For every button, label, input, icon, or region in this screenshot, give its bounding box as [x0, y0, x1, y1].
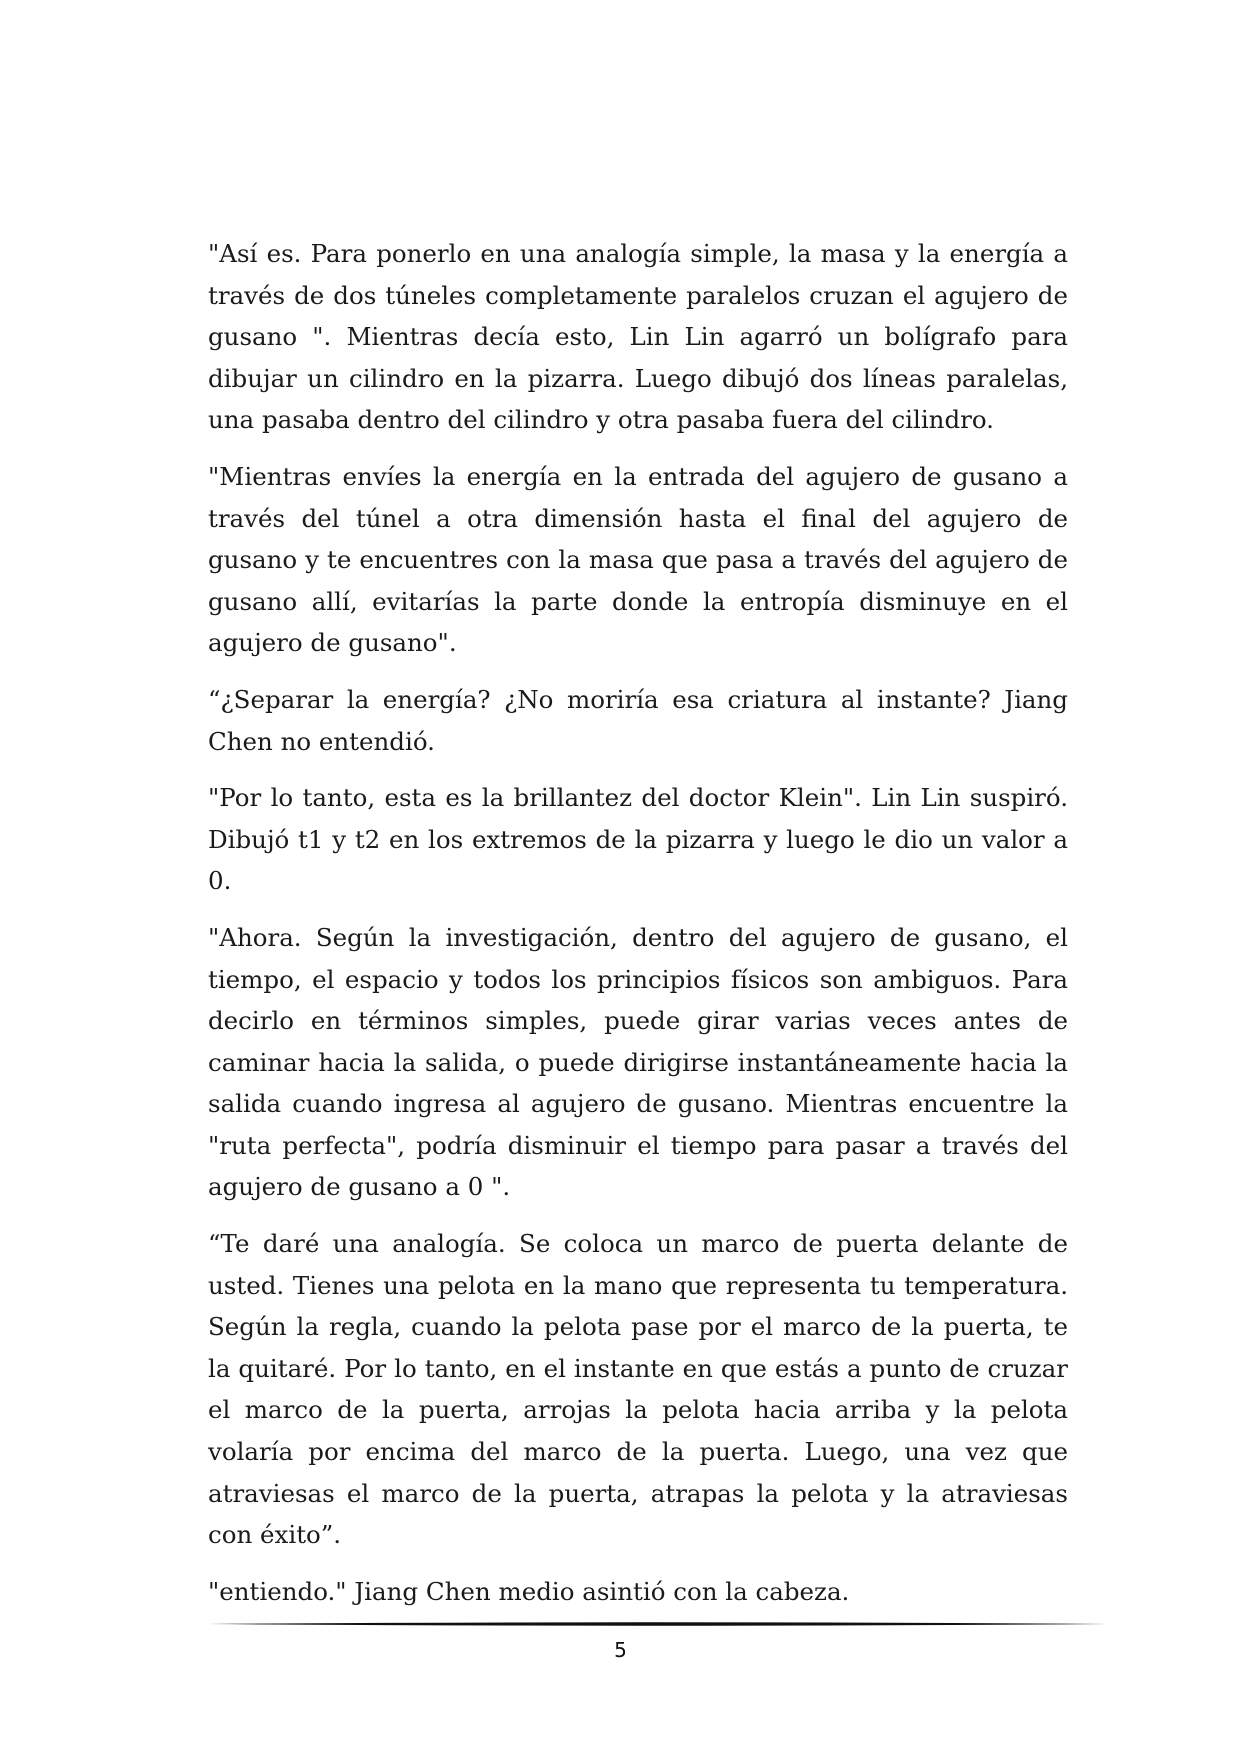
paragraph-6: “Te daré una analogía. Se coloca un marco de puerta delante de usted. Tienes una pelota en la mano que representa tu temperatura. Según la regla, cuando la pelota pase por el marco de la puerta, te la quitaré. Por lo tanto, en el instante en que estás a punto de cruzar el marco de la puerta, arrojas la pelota hacia arriba y la pelota volaría por encima del marco de la puerta. Luego, una vez que atraviesas el marco de la puerta, atrapas la pelota y la atraviesas con éxito”. — [208, 1229, 1068, 1550]
paragraph-3: “¿Separar la energía? ¿No moriría esa criatura al instante? Jiang Chen no entendió. — [208, 684, 1068, 756]
paragraph-1: "Así es. Para ponerlo en una analogía simple, la masa y la energía a través de dos túneles completamente paralelos cruzan el agujero de gusano ". Mientras decía esto, Lin Lin agarró un bolígrafo para dibujar un cilindro en la pizarra. Luego dibujó dos líneas paralelas, una pasaba dentro del cilindro y otra pasaba fuera del cilindro. — [208, 239, 1068, 435]
body-text — [208, 233, 1068, 1627]
paragraph-2: "Mientras envíes la energía en la entrada del agujero de gusano a través del túnel a otra dimensión hasta el final del agujero de gusano y te encuentres con la masa que pasa a través del agujero de gusano allí, evitarías la parte donde la entropía disminuye en el agujero de gusano". — [208, 461, 1068, 658]
page-number: 5 — [614, 1638, 627, 1662]
footer-divider — [208, 1618, 1108, 1630]
paragraph-5: "Ahora. Según la investigación, dentro del agujero de gusano, el tiempo, el espacio y todos los principios físicos son ambiguos. Para decirlo en términos simples, puede girar varias veces antes de caminar hacia la salida, o puede dirigirse instantáneamente hacia la salida cuando ingresa al agujero de gusano. Mientras encuentre la "ruta perfecta", podría disminuir el tiempo para pasar a través del agujero de gusano a 0 ". — [208, 922, 1068, 1202]
paragraph-4: "Por lo tanto, esta es la brillantez del doctor Klein". Lin Lin suspiró. Dibujó t1 y t2 en los extremos de la pizarra y luego le dio un valor a 0. — [208, 783, 1068, 896]
paragraph-7: "entiendo." Jiang Chen medio asintió con la cabeza. — [208, 1576, 850, 1606]
